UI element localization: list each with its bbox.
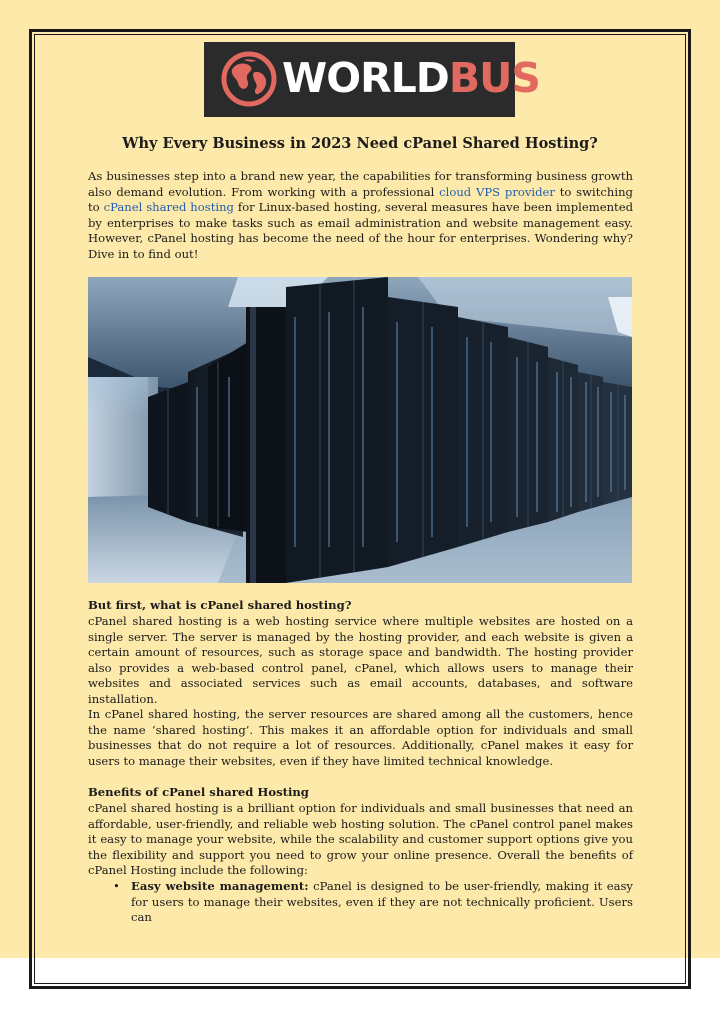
brand-word-world: WORLD — [282, 54, 449, 102]
section-heading-benefits: Benefits of cPanel shared Hosting — [88, 785, 309, 799]
cloud-vps-provider-link[interactable]: cloud VPS provider — [439, 184, 555, 199]
section1-paragraph-1: cPanel shared hosting is a web hosting service where multiple websites are hosted on a single server. The server is managed by the hosting provider, and each website is given a certain amount of resources, such as storage space and bandwidth. The hosting provider also provides a web-based control panel, cPanel, which allows users to manage their websites and associated services such as email accounts, databases, and software installation. — [88, 614, 633, 706]
section-heading-what-is: But first, what is cPanel shared hosting? — [88, 598, 352, 612]
intro-text-1: As businesses step into a brand new year, the capabilities for transforming business growth also demand evolution. From working with a professional — [88, 169, 633, 199]
globe-icon — [220, 50, 278, 108]
bullet-body: cPanel is designed to be user-friendly, making it easy for users to manage their websites, even if they are not technically proficient. Users can — [131, 879, 633, 925]
bullet-text — [131, 879, 633, 926]
section2-paragraph-1: cPanel shared hosting is a brilliant option for individuals and small businesses that need an affordable, user-friendly, and reliable web hosting solution. The cPanel control panel makes it easy to manage your website, while the scalability and customer support options give you the flexibility and support you need to grow your online presence. Overall the benefits of cPanel Hosting include the following: — [88, 801, 633, 878]
server-room-image — [88, 277, 632, 583]
bullet-label: Easy website management: — [131, 879, 309, 893]
intro-text-2: to switching to — [88, 184, 633, 215]
section1-paragraph-2: In cPanel shared hosting, the server resources are shared among all the customers, hence the name ‘shared hosting’. This makes it an affordable option for individuals and small businesses that do not require a lot of resources. Additionally, cPanel makes it easy for users to manage their websites, even if they have limited technical knowledge. — [88, 707, 633, 768]
brand-word-bus: BUS — [448, 54, 540, 102]
article-title: Why Every Business in 2023 Need cPanel Shared Hosting? — [122, 135, 598, 152]
worldbus-logo — [204, 42, 540, 117]
intro-paragraph — [88, 169, 633, 263]
brand-wordmark — [282, 53, 540, 103]
server-room-illustration — [88, 277, 632, 583]
intro-text-3: for Linux-based hosting, several measures have been implemented by enterprises to make tasks such as email administration and website management easy. However, cPanel hosting has become the need of the hour for enterprises. Wondering why? Dive in to find out! — [88, 200, 633, 261]
bullet-marker: • — [113, 879, 120, 893]
cpanel-shared-hosting-link[interactable]: cPanel shared hosting — [103, 200, 234, 215]
